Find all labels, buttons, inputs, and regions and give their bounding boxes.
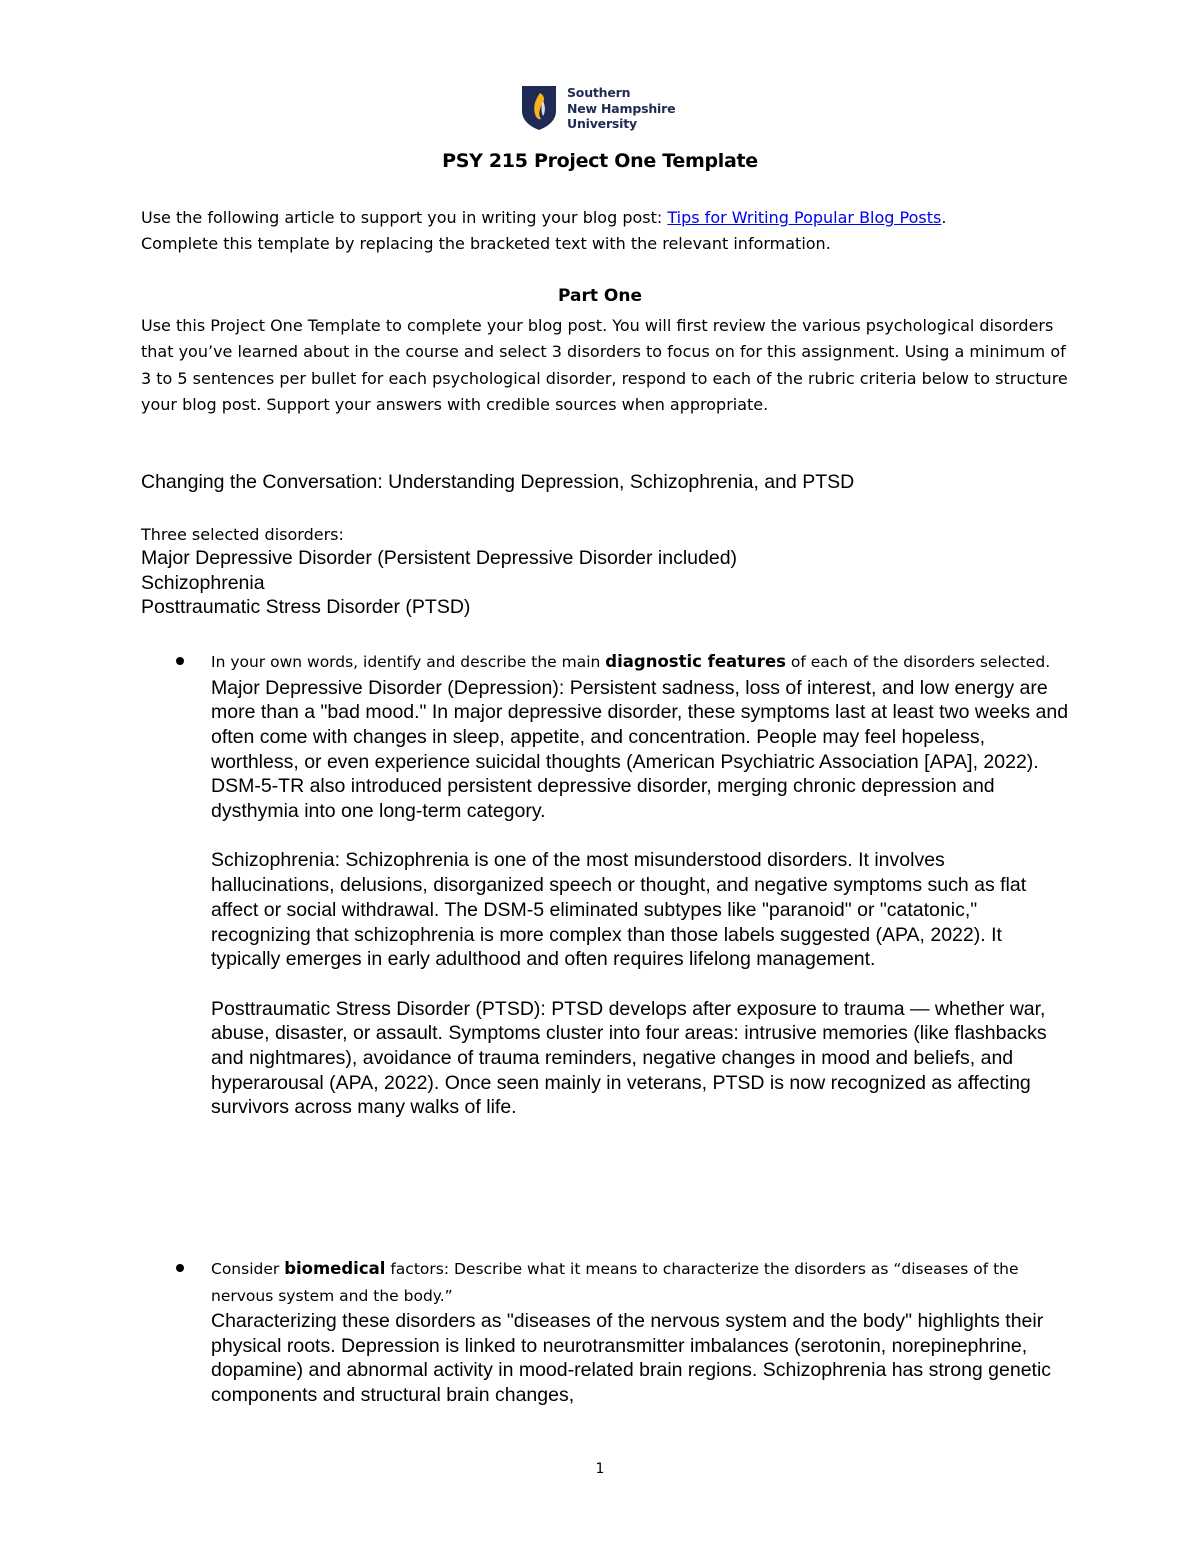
prompt-text: factors: Describe what it means to characterize the disorders as “diseases of the nervous system and the body.” bbox=[211, 1260, 1019, 1305]
list-item: Schizophrenia bbox=[141, 571, 265, 594]
intro-paragraph bbox=[141, 205, 1071, 257]
page-number: 1 bbox=[595, 1461, 605, 1477]
logo-line-2: New Hampshire bbox=[567, 100, 676, 116]
intro-text: Use the following article to support you in writing your blog post: bbox=[141, 208, 668, 227]
document-title: PSY 215 Project One Template bbox=[442, 150, 758, 172]
intro-text-end: . bbox=[941, 208, 947, 227]
selected-disorders-list bbox=[141, 546, 1071, 620]
diagnostic-features-answer bbox=[211, 676, 1071, 1121]
prompt-text: Consider bbox=[211, 1260, 285, 1278]
logo-line-3: University bbox=[567, 116, 637, 131]
list-item: Major Depressive Disorder (Persistent Depressive Disorder included) bbox=[141, 547, 738, 569]
part-one-heading: Part One bbox=[558, 286, 642, 306]
tips-article-link[interactable]: Tips for Writing Popular Blog Posts bbox=[667, 208, 942, 227]
bullet-icon bbox=[176, 1264, 184, 1272]
answer-paragraph: Characterizing these disorders as "diseases of the nervous system and the body" highlights their physical roots. Depression is linked to neurotransmitter imbalances (serotonin, norepinephrine, dopamine) and abnormal activity in mood-related brain regions. Schizophrenia has strong genetic components and structural brain changes, bbox=[211, 1310, 1052, 1407]
university-logo bbox=[521, 85, 691, 133]
biomedical-factors-section bbox=[211, 1256, 1071, 1408]
prompt-text: In your own words, identify and describe the main bbox=[211, 653, 606, 671]
answer-paragraph: Posttraumatic Stress Disorder (PTSD): PTSD develops after exposure to trauma — whether war, abuse, disaster, or assault. Symptoms cluster into four areas: intrusive memories (like flashbacks and nightmares), avoidance of trauma reminders, negative changes in mood and beliefs, and hyperarousal (APA, 2022). Once seen mainly in veterans, PTSD is now recognized as affecting survivors across many walks of life. bbox=[211, 997, 1047, 1119]
list-item: Posttraumatic Stress Disorder (PTSD) bbox=[141, 596, 471, 618]
diagnostic-features-prompt bbox=[211, 649, 1071, 676]
shield-flame-icon bbox=[521, 85, 557, 131]
intro-line-2: Complete this template by replacing the bracketed text with the relevant information. bbox=[141, 234, 831, 253]
part-one-instructions: Use this Project One Template to complete your blog post. You will first review the various psychological disorders that you’ve learned about in the course and select 3 disorders to focus on for this assignment. Using a minimum of 3 to 5 sentences per bullet for each psychological disorder, respond to each of the rubric criteria below to structure your blog post. Support your answers with credible sources when appropriate. bbox=[141, 316, 1068, 414]
prompt-text: of each of the disorders selected. bbox=[785, 653, 1051, 671]
prompt-bold: biomedical bbox=[284, 1259, 386, 1278]
bullet-icon bbox=[176, 657, 184, 665]
blog-post-title: Changing the Conversation: Understanding Depression, Schizophrenia, and PTSD bbox=[141, 471, 855, 493]
diagnostic-features-section bbox=[211, 649, 1071, 1120]
selected-disorders-label: Three selected disorders: bbox=[141, 525, 344, 544]
logo-line-1: Southern bbox=[567, 85, 631, 100]
biomedical-factors-prompt bbox=[211, 1256, 1071, 1309]
answer-paragraph: Schizophrenia: Schizophrenia is one of the most misunderstood disorders. It involves hallucinations, delusions, disorganized speech or thought, and negative symptoms such as flat affect or social withdrawal. The DSM-5 eliminated subtypes like "paranoid" or "catatonic," recognizing that schizophrenia is more complex than those labels suggested (APA, 2022). It typically emerges in early adulthood and often requires lifelong management. bbox=[211, 849, 1027, 971]
answer-paragraph: Major Depressive Disorder (Depression): Persistent sadness, loss of interest, and low energy are more than a "bad mood." In major depressive disorder, these symptoms last at least two weeks and often come with changes in sleep, appetite, and concentration. People may feel hopeless, worthless, or even experience suicidal thoughts (American Psychiatric Association [APA], 2022). DSM-5-TR also introduced persistent depressive disorder, merging chronic depression and dysthymia into one long-term category. bbox=[211, 676, 1069, 823]
prompt-bold: diagnostic features bbox=[605, 652, 786, 671]
biomedical-factors-answer bbox=[211, 1309, 1071, 1408]
